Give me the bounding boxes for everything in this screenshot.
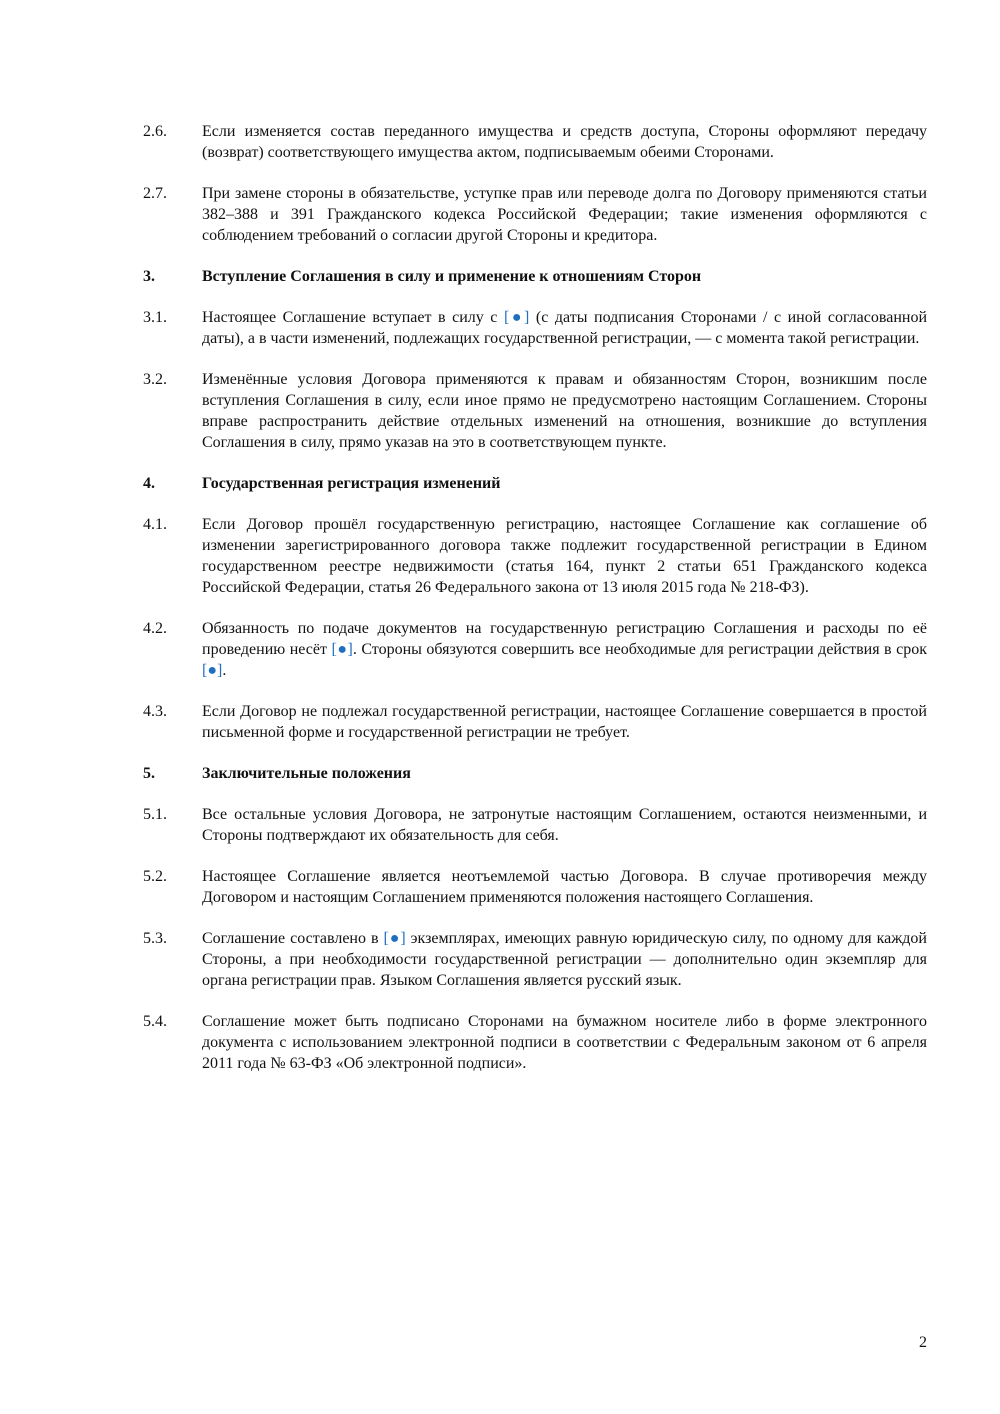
clause-text-part: (с даты подписания Сторонами / с иной согласованной даты), а в части изменений, подлежащих государственной регистрации, — с момента такой регистрации. [202, 309, 928, 347]
clause-3-1 [143, 307, 927, 349]
section-title: Вступление Соглашения в силу и применение к отношениям Сторон [202, 268, 702, 285]
clause-3-2 [143, 369, 927, 453]
clause-2-6 [143, 121, 927, 163]
clause-text: Соглашение может быть подписано Сторонами на бумажном носителе либо в форме электронного документа с использованием электронной подписи в соответствии с Федеральным законом от 6 апреля 2011 года № 63-ФЗ «Об электронной подписи». [202, 1013, 927, 1072]
section-title: Государственная регистрация изменений [202, 475, 501, 492]
clause-4-3 [143, 701, 927, 743]
clause-number: 5.3. [143, 930, 167, 947]
clause-text: Настоящее Соглашение является неотъемлемой частью Договора. В случае противоречия между Договором и настоящим Соглашением применяются положения настоящего Соглашения. [202, 868, 927, 906]
clause-text-part: . Стороны обязуются совершить все необходимые для регистрации действия в срок [352, 641, 927, 658]
clause-5-4 [143, 1011, 927, 1074]
clause-text-part: Обязанность по подаче документов на государственную регистрацию Соглашения и расходы по её проведению несёт [202, 620, 927, 658]
placeholder-marker: [●] [331, 641, 353, 658]
placeholder-marker: [●] [202, 662, 223, 679]
clause-number: 4.1. [143, 516, 167, 533]
clause-5-1 [143, 804, 927, 846]
clause-text-part: Настоящее Соглашение вступает в силу с [202, 309, 504, 326]
clause-number: 2.7. [143, 185, 167, 202]
clause-text-part: экземплярах, имеющих равную юридическую силу, по одному для каждой Стороны, а при необходимости государственной регистрации — дополнительно один экземпляр для органа регистрации прав. Языком Соглашения является русский язык. [202, 930, 927, 989]
section-3-heading [143, 266, 927, 287]
clause-text-part: . [222, 662, 227, 679]
clause-text [202, 928, 927, 991]
clause-5-2 [143, 866, 927, 908]
placeholder-marker: [●] [383, 930, 406, 947]
document-page [143, 121, 927, 1094]
clause-text: Если Договор прошёл государственную регистрацию, настоящее Соглашение как соглашение об изменении зарегистрированного договора также подлежит государственной регистрации в Едином государственном реестре недвижимости (статья 164, пункт 2 статьи 651 Гражданского кодекса Российской Федерации, статья 26 Федерального закона от 13 июля 2015 года № 218-ФЗ). [202, 516, 927, 596]
clause-text: При замене стороны в обязательстве, уступке прав или переводе долга по Договору применяются статьи 382–388 и 391 Гражданского кодекса Российской Федерации; такие изменения оформляются с соблюдением требований о согласии другой Стороны и кредитора. [202, 185, 927, 244]
clause-text: Изменённые условия Договора применяются к правам и обязанностям Сторон, возникшим после вступления Соглашения в силу, если иное прямо не предусмотрено настоящим Соглашением. Стороны вправе распространить действие отдельных изменений на отношения, возникшие до вступления Соглашения в силу, прямо указав на это в соответствующем пункте. [202, 371, 927, 451]
clause-text: Все остальные условия Договора, не затронутые настоящим Соглашением, остаются неизменными, и Стороны подтверждают их обязательность для себя. [202, 806, 927, 844]
clause-text [202, 307, 927, 349]
clause-number: 3.1. [143, 309, 167, 326]
placeholder-marker: [●] [503, 309, 530, 326]
clause-4-2 [143, 618, 927, 681]
clause-number: 4.3. [143, 703, 167, 720]
section-5-heading [143, 763, 927, 784]
section-number: 5. [143, 765, 155, 782]
clause-number: 5.1. [143, 806, 167, 823]
clause-text [202, 618, 927, 681]
clause-text-part: Соглашение составлено в [202, 930, 384, 947]
clause-number: 5.2. [143, 868, 167, 885]
section-4-heading [143, 473, 927, 494]
clause-number: 3.2. [143, 371, 167, 388]
clause-number: 2.6. [143, 123, 167, 140]
clause-number: 5.4. [143, 1013, 167, 1030]
clause-text: Если Договор не подлежал государственной регистрации, настоящее Соглашение совершается в простой письменной форме и государственной регистрации не требует. [202, 703, 927, 741]
clause-number: 4.2. [143, 620, 167, 637]
clause-5-3 [143, 928, 927, 991]
clause-text: Если изменяется состав переданного имущества и средств доступа, Стороны оформляют передачу (возврат) соответствующего имущества актом, подписываемым обеими Сторонами. [202, 123, 927, 161]
clause-2-7 [143, 183, 927, 246]
page-number: 2 [919, 1334, 927, 1351]
section-number: 4. [143, 475, 155, 492]
section-title: Заключительные положения [202, 765, 411, 782]
section-number: 3. [143, 268, 155, 285]
clause-4-1 [143, 514, 927, 598]
